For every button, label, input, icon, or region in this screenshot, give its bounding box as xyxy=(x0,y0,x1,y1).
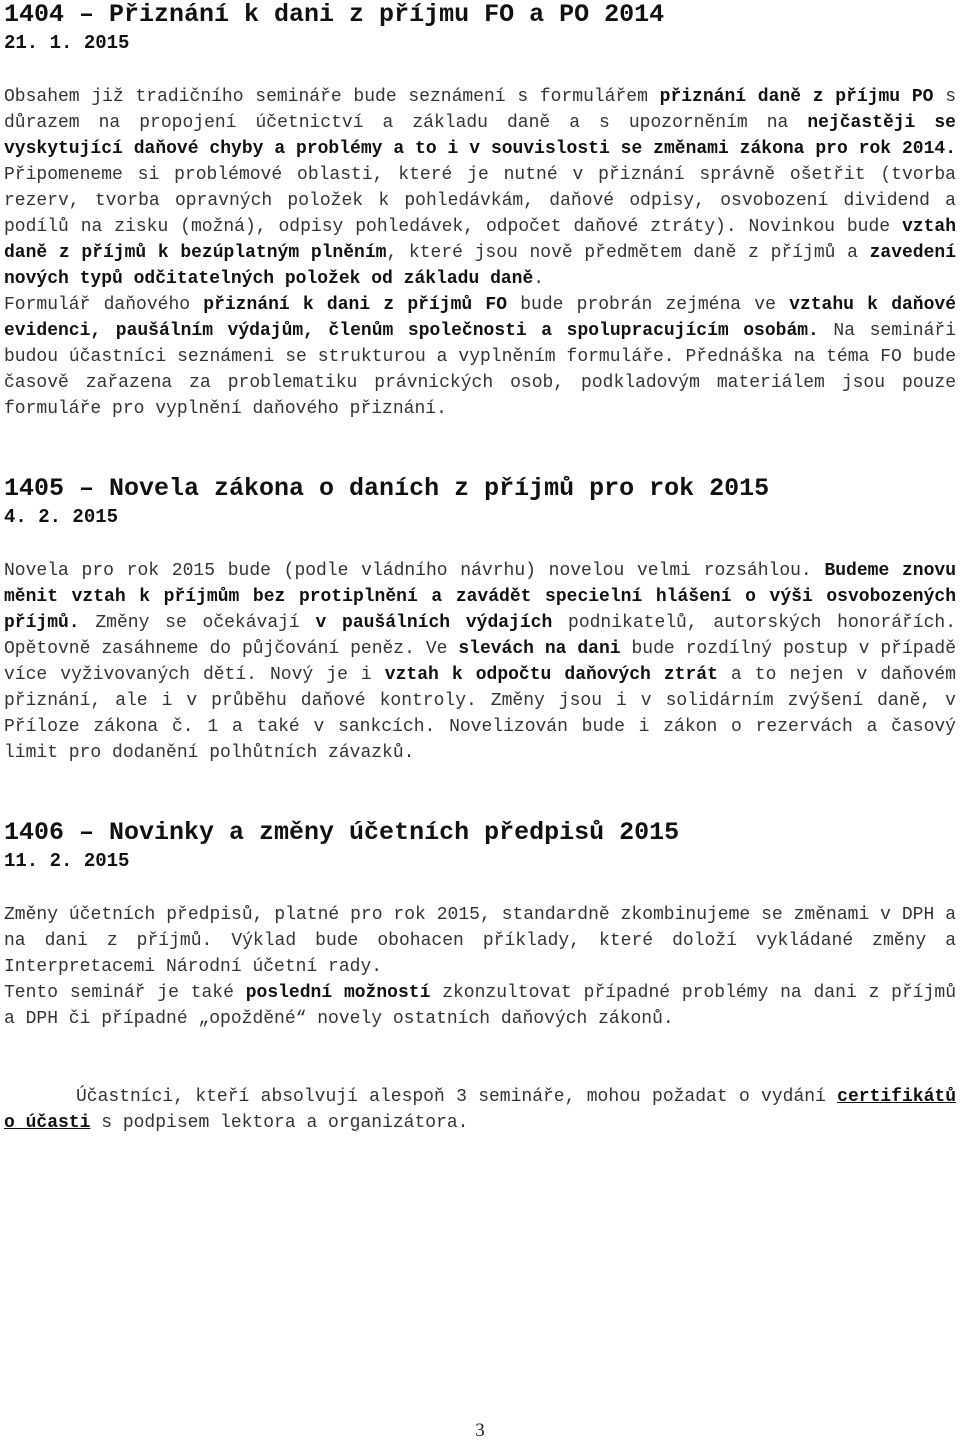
seminar-paragraph xyxy=(4,902,956,980)
body-text: Formulář daňového xyxy=(4,295,204,315)
emphasis-text: nejčastěji se vyskytující daňové chyby a problémy a to i v souvislosti se změnami zákona pro rok 2014. xyxy=(4,113,956,159)
seminar-paragraph xyxy=(4,980,956,1032)
seminar-title: 1406 – Novinky a změny účetních předpisů 2015 xyxy=(4,818,680,847)
body-text: Obsahem již tradičního semináře bude seznámení s formulářem xyxy=(4,87,660,107)
seminar-paragraph xyxy=(4,558,956,766)
seminar-title: 1405 – Novela zákona o daních z příjmů pro rok 2015 xyxy=(4,474,770,503)
document-page xyxy=(4,0,956,1136)
seminar-date: 11. 2. 2015 xyxy=(4,850,130,872)
body-text: a to nejen v daňovém přiznání, ale i v průběhu daňové kontroly. Změny jsou i v solidárním zvýšení daně, v Příloze zákona č. 1 a také v sankcích. Novelizován bude i zákon o rezervách a časový limit pro dodanění polhůtních závazků. xyxy=(4,665,956,763)
emphasis-text: vztah k odpočtu daňových ztrát xyxy=(384,665,718,685)
body-text: podnikatelů, autorských honorářích. Opětovně zasáhneme do půjčování peněz. Ve xyxy=(4,613,956,659)
seminar-title: 1404 – Přiznání k dani z příjmu FO a PO 2014 xyxy=(4,0,665,29)
body-text: Účastníci, kteří absolvují alespoň 3 semináře, mohou požadat o vydání xyxy=(76,1087,838,1107)
seminar-date: 4. 2. 2015 xyxy=(4,506,119,528)
emphasis-text: vztah daně z příjmů k bezúplatným plněním xyxy=(4,217,956,263)
body-text: Tento seminář je také xyxy=(4,983,246,1003)
emphasis-text: Budeme znovu měnit vztah k příjmům bez protiplnění a zavádět specielní hlášení o výši osvobozených příjmů. xyxy=(4,561,956,633)
seminar-1404 xyxy=(4,0,956,422)
seminar-paragraph xyxy=(4,292,956,422)
certificate-note xyxy=(4,1084,956,1136)
emphasis-text: zavedení nových typů odčitatelných položek od základu daně xyxy=(4,243,957,289)
emphasis-underlined-text: certifikátů o účasti xyxy=(4,1087,956,1133)
body-text: Novela pro rok 2015 bude (podle vládního návrhu) novelou velmi rozsáhlou. xyxy=(4,561,825,581)
body-text: s podpisem lektora a organizátora. xyxy=(90,1113,469,1133)
body-text: s důrazem na propojení účetnictví a základu daně a s upozorněním na xyxy=(4,87,956,133)
body-text: bude rozdílný postup v případě více vyživovaných dětí. Nový je i xyxy=(4,639,956,685)
body-text: Připomeneme si problémové oblasti, které je nutné v přiznání správně ošetřit (tvorba rezerv, tvorba opravných položek k pohledávkám, daňové odpisy, osvobození dividend a podílů na zisku (možná), odpisy pohledávek, odpočet daňové ztráty). Novinkou bude xyxy=(4,165,956,237)
emphasis-text: vztahu k daňové evidenci, paušálním výdajům, členům společnosti a spolupracujícím osobám. xyxy=(4,295,956,341)
seminar-1405 xyxy=(4,474,956,766)
emphasis-text: v paušálních výdajích xyxy=(315,613,553,633)
body-text: . xyxy=(533,269,545,289)
emphasis-text: poslední možností xyxy=(245,983,431,1003)
seminar-date: 21. 1. 2015 xyxy=(4,32,130,54)
emphasis-text: přiznání k dani z příjmů FO xyxy=(203,295,507,315)
body-text: Změny se očekávají xyxy=(79,613,316,633)
seminar-paragraph xyxy=(4,84,956,292)
emphasis-text: slevách na dani xyxy=(458,639,621,659)
body-text: Na semináři budou účastníci seznámeni se strukturou a vyplněním formuláře. Přednáška na téma FO bude časově zařazena za problematiku právnických osob, podkladovým materiálem jsou pouze formuláře pro vyplnění daňového přiznání. xyxy=(4,321,957,419)
seminar-1406 xyxy=(4,818,956,1032)
body-text: zkonzultovat případné problémy na dani z příjmů a DPH či případné „opožděné“ novely ostatních daňových zákonů. xyxy=(4,983,956,1029)
body-text: bude probrán zejména ve xyxy=(507,295,790,315)
page-number: 3 xyxy=(475,1420,485,1441)
emphasis-text: přiznání daně z příjmu PO xyxy=(659,87,934,107)
body-text: , které jsou nově předmětem daně z příjmů a xyxy=(386,243,870,263)
body-text: Změny účetních předpisů, platné pro rok 2015, standardně zkombinujeme se změnami v DPH a na dani z příjmů. Výklad bude obohacen příklady, které doloží vykládané změny a Interpretacemi Národní účetní rady. xyxy=(4,905,956,977)
